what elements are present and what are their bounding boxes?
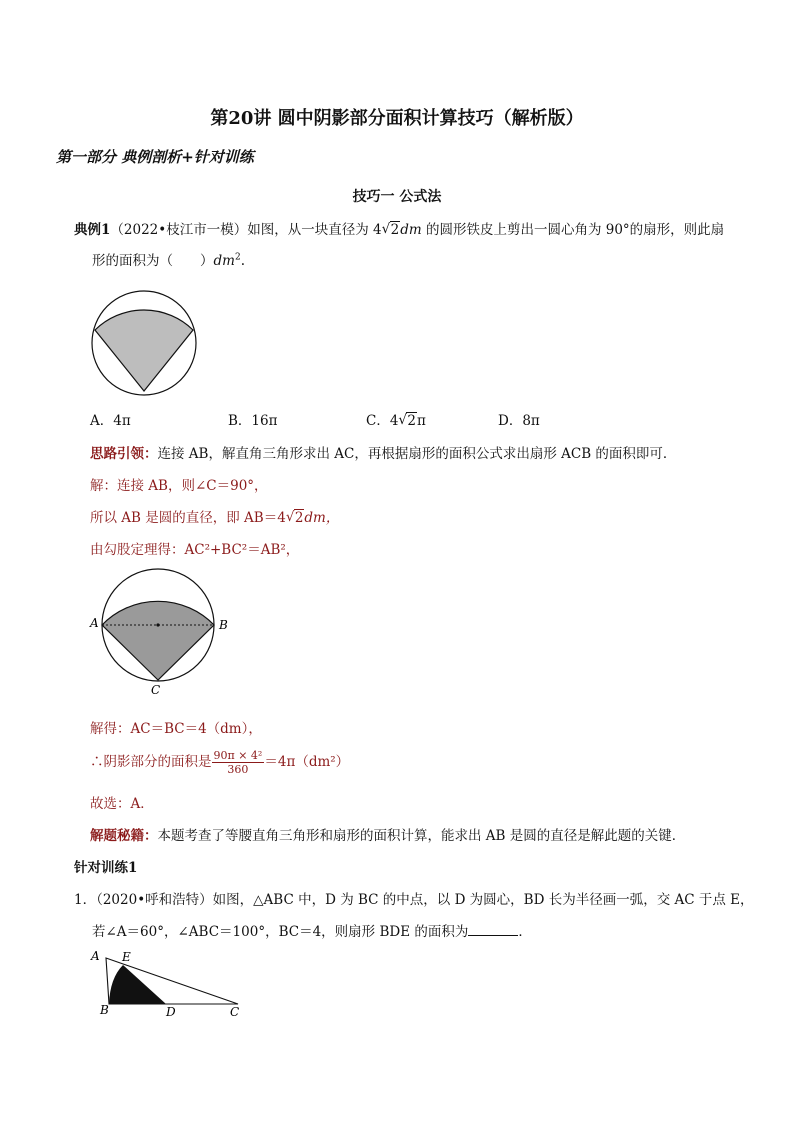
option-a: A．4π — [90, 413, 131, 429]
label-c: C — [151, 683, 161, 697]
part-heading: 第一部分 典例剖析+针对训练 — [56, 148, 254, 166]
example1-line1 — [74, 218, 724, 238]
option-d: D．8π — [498, 413, 540, 429]
example1-text-b: 的圆形铁皮上剪出一圆心角为 90°的扇形，则此扇 — [421, 222, 725, 238]
figure-triangle — [86, 946, 246, 1022]
solution-line2: 所以 AB 是圆的直径，即 AB＝4√ 2dm， — [90, 506, 339, 526]
solution-line5: ∴阴影部分的面积是 $\frac{\text{90π × 4²}}{360}$ ＝4π（dm²） — [90, 749, 350, 776]
label-b: B — [219, 618, 228, 632]
label-a: A — [91, 949, 100, 963]
secret-line: 解题秘籍：本题考查了等腰直角三角形和扇形的面积计算，能求出 AB 是圆的直径是解此题的关键． — [90, 828, 686, 844]
solution-line4: 解得：AC＝BC＝4（dm）， — [90, 721, 262, 737]
label-b: B — [100, 1003, 109, 1017]
figure-sector-2 — [86, 568, 236, 698]
label-e: E — [122, 950, 131, 964]
example1-label: 典例1 — [74, 222, 111, 238]
question1-line1: 1．（2020•呼和浩特）如图，△ABC 中，D 为 BC 的中点，以 D 为圆心，BD 长为半径画一弧，交 AC 于点 E， — [74, 892, 754, 908]
label-d: D — [166, 1005, 176, 1019]
technique-heading: 技巧一 公式法 — [352, 189, 442, 205]
unit: dm — [400, 222, 422, 238]
idea-line: 思路引领：连接 AB，解直角三角形求出 AC，再根据扇形的面积公式求出扇形 ACB 的面积即可． — [90, 446, 677, 462]
label-c: C — [230, 1005, 240, 1019]
training-heading: 针对训练1 — [74, 860, 138, 876]
example1-text-a: 如图，从一块直径为 4 — [247, 222, 382, 238]
question1-line2: 若∠A＝60°，∠ABC＝100°，BC＝4，则扇形 BDE 的面积为 ． — [92, 924, 532, 940]
example1-source: （2022•枝江市一模） — [110, 222, 248, 238]
example1-line2: 形的面积为（ ）$dm^2$. — [92, 252, 245, 269]
label-a: A — [90, 616, 99, 630]
option-c: C．4√ 2π — [366, 409, 426, 429]
solution-line3: 由勾股定理得：AC²+BC²＝AB²， — [90, 542, 300, 558]
figure-sector-1 — [88, 288, 202, 400]
answer-blank — [468, 923, 518, 936]
page-title: 第20讲 圆中阴影部分面积计算技巧（解析版） — [210, 108, 584, 129]
option-b: B．16π — [228, 413, 278, 429]
area-fraction: $\frac{\text{90π × 4²}}{360}$ — [213, 749, 263, 776]
solution-line1: 解：连接 AB，则∠C＝90°， — [90, 478, 268, 494]
sqrt-symbol: √ 2 — [382, 222, 401, 238]
answer-line: 故选：A． — [90, 796, 154, 812]
